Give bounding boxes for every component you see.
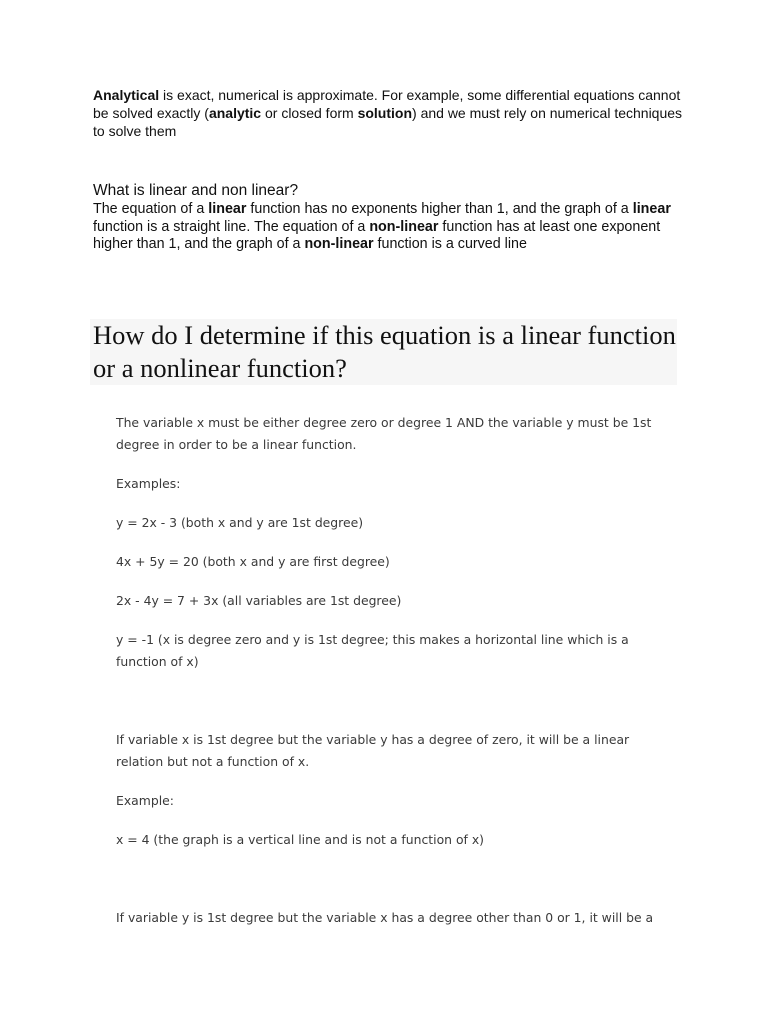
- answer-paragraph: If variable x is 1st degree but the variable y has a degree of zero, it will be a linear relation but not a function of x.: [116, 732, 630, 769]
- bold-term: non-linear: [304, 236, 374, 252]
- linear-text: function has at least one exponent higher than 1, and the graph of a: [93, 218, 661, 252]
- linear-text: The equation of a: [93, 201, 209, 217]
- question-title: How do I determine if this equation is a linear function or a nonlinear function?: [90, 319, 677, 385]
- answer-body: [116, 412, 676, 929]
- example-item: y = 2x - 3 (both x and y are 1st degree): [116, 515, 364, 530]
- intro-paragraph: [93, 86, 683, 140]
- linear-text: function has no exponents higher than 1, and the graph of a: [246, 201, 633, 217]
- linear-text: function is a straight line. The equation of a: [93, 218, 370, 235]
- examples-label: Examples:: [116, 476, 181, 491]
- example-item: x = 4 (the graph is a vertical line and is not a function of x): [116, 832, 484, 847]
- bold-term: analytic: [208, 105, 262, 121]
- bold-term: linear: [632, 201, 671, 217]
- bold-term: solution: [357, 105, 413, 121]
- example-item: 4x + 5y = 20 (both x and y are first degree): [116, 554, 390, 569]
- intro-text: ) and we must rely on numerical techniques to solve them: [93, 105, 683, 139]
- linear-paragraph: [93, 201, 678, 254]
- bold-term: linear: [208, 201, 247, 217]
- answer-paragraph: The variable x must be either degree zero or degree 1 AND the variable y must be 1st degree in order to be a linear function.: [116, 415, 652, 452]
- linear-text: function is a curved line: [373, 236, 527, 252]
- bold-term: non-linear: [369, 218, 439, 235]
- intro-text: is exact, numerical is approximate. For example, some differential equations cannot be solved exactly (: [93, 87, 681, 121]
- example-item: y = -1 (x is degree zero and y is 1st degree; this makes a horizontal line which is a function of x): [116, 632, 629, 669]
- intro-text: or closed form: [261, 105, 358, 121]
- bold-term: Analytical: [93, 87, 160, 103]
- example-item: 2x - 4y = 7 + 3x (all variables are 1st degree): [116, 593, 402, 608]
- linear-heading: What is linear and non linear?: [93, 182, 299, 199]
- example-label: Example:: [116, 793, 174, 808]
- answer-paragraph: If variable y is 1st degree but the variable x has a degree other than 0 or 1, it will be a: [116, 910, 654, 925]
